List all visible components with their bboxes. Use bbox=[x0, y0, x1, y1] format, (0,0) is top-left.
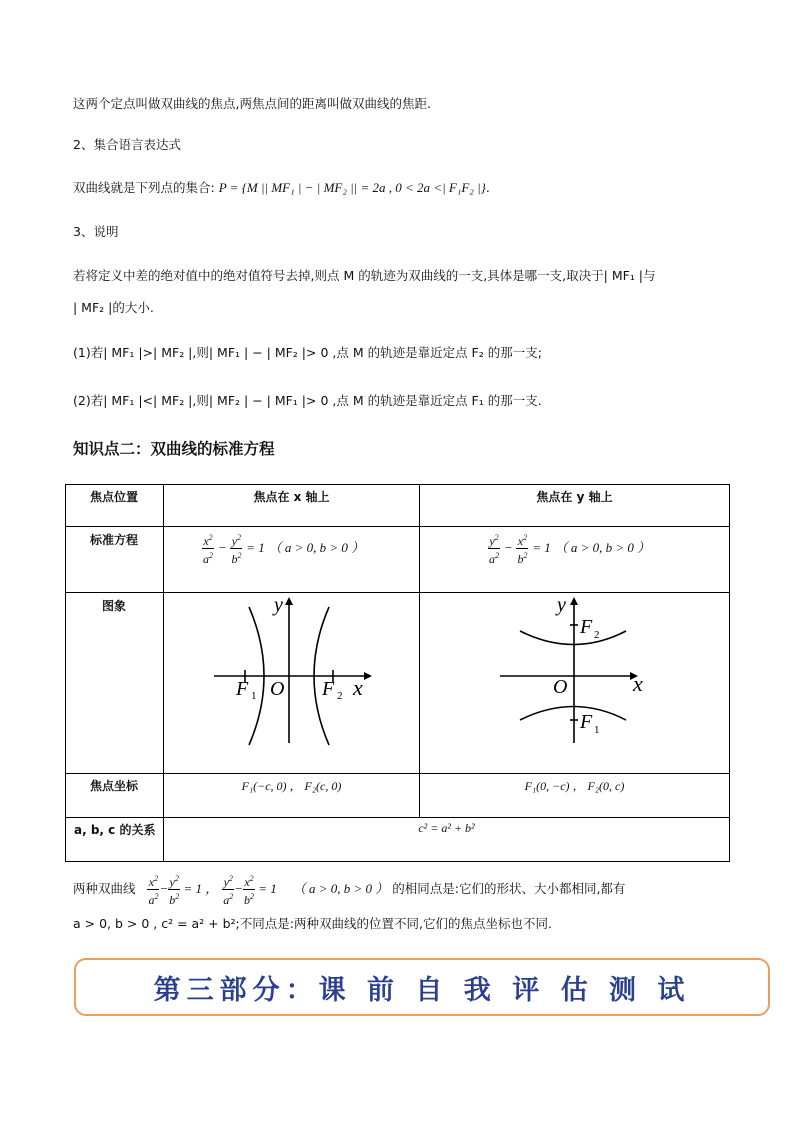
summary-mid: 的相同点是:它们的形状、大小都相同,都有 bbox=[392, 881, 626, 896]
case-2: (2)若| MF₁ |<| MF₂ |,则| MF₂ | − | MF₁ |> 0 ,点 M 的轨迹是靠近定点 F₁ 的那一支. bbox=[73, 393, 542, 408]
graph-x-label-f1: F bbox=[236, 678, 249, 700]
set-prefix: 双曲线就是下列点的集合: bbox=[73, 180, 215, 195]
equation-x: $\frac{x^2}{a^2}$ − $\frac{y^2}{b^2}$ = 1 （ a > 0, b > 0 ） bbox=[164, 527, 420, 593]
section-banner bbox=[74, 958, 770, 1016]
graph-y-label-f1-sub: 1 bbox=[594, 724, 600, 736]
definition-line: 这两个定点叫做双曲线的焦点,两焦点间的距离叫做双曲线的焦距. bbox=[73, 96, 431, 111]
header-position: 焦点位置 bbox=[66, 485, 164, 527]
x-axis-arrow bbox=[364, 672, 372, 680]
table-row-graph bbox=[66, 593, 730, 774]
section-3-title: 3、说明 bbox=[73, 224, 119, 239]
focus-x: F₁(−c, 0) ， F₂(c, 0) bbox=[164, 774, 420, 818]
summary-prefix: 两种双曲线 bbox=[73, 881, 136, 896]
graph-y-label-f1: F bbox=[580, 711, 593, 733]
row-label-relation: a, b, c 的关系 bbox=[66, 818, 164, 862]
graph-x-label-o: O bbox=[270, 678, 285, 700]
section-2-title: 2、集合语言表达式 bbox=[73, 137, 181, 152]
graph-y-label-o: O bbox=[553, 676, 568, 698]
graph-y-label-y: y bbox=[557, 594, 566, 616]
equation-y: $\frac{y^2}{a^2}$ − $\frac{x^2}{b^2}$ = 1 （ a > 0, b > 0 ） bbox=[420, 527, 730, 593]
row-label-graph: 图象 bbox=[66, 593, 164, 774]
set-expression bbox=[73, 180, 490, 196]
graph-y-label-f2: F bbox=[580, 616, 593, 638]
table-header-row bbox=[66, 485, 730, 527]
relation-formula: c² = a² + b² bbox=[164, 818, 730, 862]
hyperbola-y-graph bbox=[420, 593, 730, 770]
table-row-focus bbox=[66, 774, 730, 818]
header-y-axis: 焦点在 y 轴上 bbox=[420, 485, 730, 527]
summary-line-1: 两种双曲线 $\frac{x^2}{a^2}$ − $\frac{y^2}{b^2}$ = 1 ， $\frac{y^2}{a^2}$ − $\frac{x^2}{b^2}$ = 1 （ a > 0, b > 0 ） 的相同点是:它们的形状、大小都相同,都有 bbox=[73, 874, 626, 907]
hyperbola-table bbox=[65, 484, 730, 862]
set-formula: P = {M || MF₁ | − | MF₂ || = 2a , 0 < 2a <| F₁F₂ |} bbox=[218, 180, 486, 195]
summary-condition: （ a > 0, b > 0 ） bbox=[292, 881, 389, 896]
upper-branch bbox=[520, 631, 626, 645]
graph-x-cell bbox=[164, 593, 420, 774]
row-label-equation: 标准方程 bbox=[66, 527, 164, 593]
set-suffix: . bbox=[485, 180, 490, 195]
header-x-axis: 焦点在 x 轴上 bbox=[164, 485, 420, 527]
table-row-relation bbox=[66, 818, 730, 862]
summary-line-2: a > 0, b > 0 , c² = a² + b²;不同点是:两种双曲线的位置不同,它们的焦点坐标也不同. bbox=[73, 916, 552, 931]
y-axis-arrow bbox=[570, 597, 578, 605]
graph-x-label-f2-sub: 2 bbox=[337, 690, 343, 702]
graph-y-cell bbox=[420, 593, 730, 774]
graph-x-label-f1-sub: 1 bbox=[251, 690, 257, 702]
graph-x-label-x: x bbox=[353, 675, 363, 700]
note-line-1: 若将定义中差的绝对值中的绝对值符号去掉,则点 M 的轨迹为双曲线的一支,具体是哪一支,取决于| MF₁ |与 bbox=[73, 268, 656, 283]
hyperbola-x-graph bbox=[164, 593, 420, 770]
case-1: (1)若| MF₁ |>| MF₂ |,则| MF₁ | − | MF₂ |> 0 ,点 M 的轨迹是靠近定点 F₂ 的那一支; bbox=[73, 345, 542, 360]
graph-x-label-f2: F bbox=[322, 678, 335, 700]
table-row-equation bbox=[66, 527, 730, 593]
note-line-2: | MF₂ |的大小. bbox=[73, 300, 154, 315]
graph-y-label-f2-sub: 2 bbox=[594, 629, 600, 641]
row-label-focus: 焦点坐标 bbox=[66, 774, 164, 818]
equation-x-condition: （ a > 0, b > 0 ） bbox=[268, 540, 365, 555]
section-heading: 知识点二：双曲线的标准方程 bbox=[73, 440, 275, 458]
graph-y-label-x: x bbox=[633, 671, 643, 696]
y-axis-arrow bbox=[285, 597, 293, 605]
equation-y-condition: （ a > 0, b > 0 ） bbox=[554, 540, 651, 555]
graph-x-label-y: y bbox=[274, 594, 283, 616]
banner-title: 第三部分：课 前 自 我 评 估 测 试 bbox=[153, 974, 691, 1006]
focus-y: F₁(0, −c) ， F₂(0, c) bbox=[420, 774, 730, 818]
lower-branch bbox=[520, 707, 626, 721]
